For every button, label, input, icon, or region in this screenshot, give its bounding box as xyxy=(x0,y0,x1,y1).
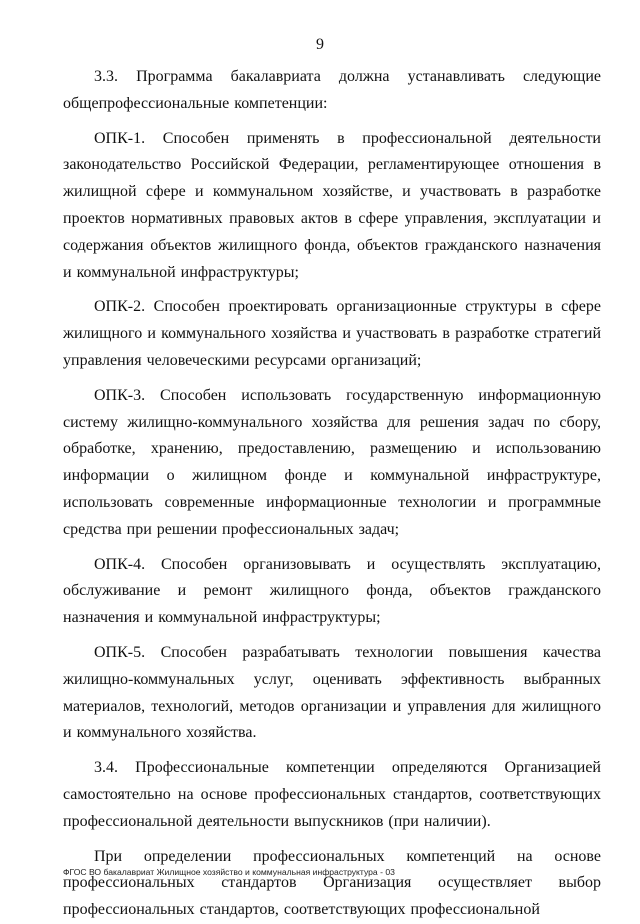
paragraph-selection: При определении профессиональных компетенций на основе профессиональных стандартов Организация осуществляет выбор профессиональных стандартов, соответствующих профессиональной xyxy=(63,847,601,919)
paragraph-opk-3: ОПК-3. Способен использовать государственную информационную систему жилищно-коммунального хозяйства для решения задач по сбору, обработке, хранению, предоставлению, размещению и использованию информации о жилищном фонде и коммунальной инфраструктуре, использовать современные информационные технологии и программные средства при решении профессиональных задач; xyxy=(63,386,601,538)
paragraph-3-3: 3.3. Программа бакалавриата должна устанавливать следующие общепрофессиональные компетенции: xyxy=(63,68,601,112)
paragraph-opk-4: ОПК-4. Способен организовывать и осуществлять эксплуатацию, обслуживание и ремонт жилищного фонда, объектов гражданского назначения и коммунальной инфраструктуры; xyxy=(63,555,601,627)
page-number: 9 xyxy=(316,36,324,53)
paragraph-opk-1: ОПК-1. Способен применять в профессиональной деятельности законодательство Российской Федерации, регламентирующее отношения в жилищной сфере и коммунальном хозяйстве, и участвовать в разработке проектов нормативных правовых актов в сфере управления, эксплуатации и содержания объектов жилищного фонда, объектов гражданского назначения и коммунальной инфраструктуры; xyxy=(63,129,601,281)
paragraph-opk-5: ОПК-5. Способен разрабатывать технологии повышения качества жилищно-коммунальных услуг, оценивать эффективность выбранных материалов, технологий, методов организации и управления для жилищного и коммунального хозяйства. xyxy=(63,643,601,742)
footer-note: ФГОС ВО бакалавриат Жилищное хозяйство и коммунальная инфраструктура - 03 xyxy=(63,867,395,877)
paragraph-opk-2: ОПК-2. Способен проектировать организационные структуры в сфере жилищного и коммунального хозяйства и участвовать в разработке стратегий управления человеческими ресурсами организаций; xyxy=(63,298,601,369)
paragraph-3-4: 3.4. Профессиональные компетенции определяются Организацией самостоятельно на основе профессиональных стандартов, соответствующих профессиональной деятельности выпускников (при наличии). xyxy=(63,759,601,830)
document-body xyxy=(63,64,601,924)
